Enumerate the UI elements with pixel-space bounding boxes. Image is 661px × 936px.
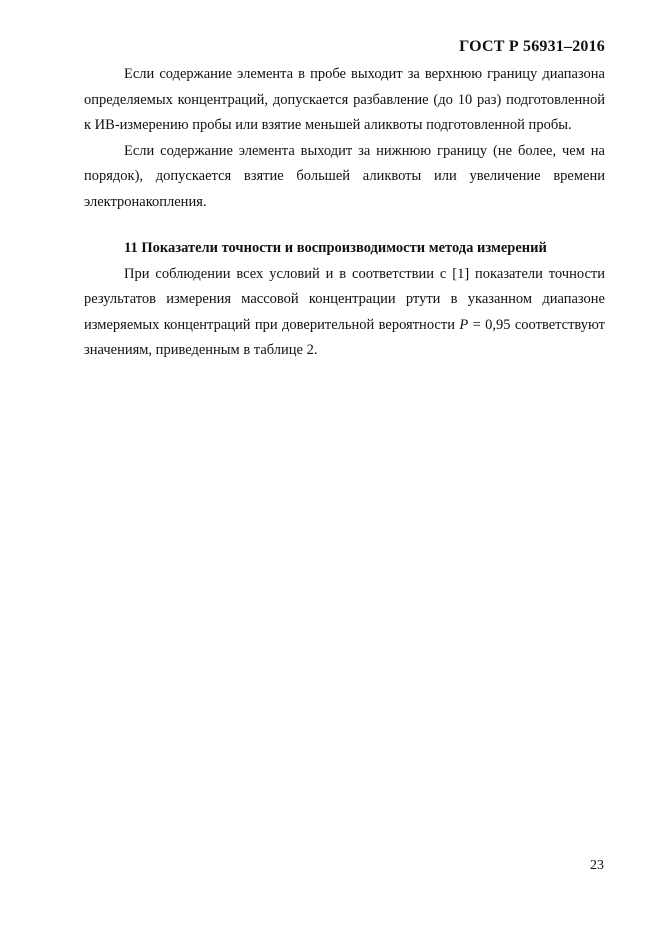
page-number: 23 (590, 858, 604, 873)
accuracy-text-end: = 0,95 соответствуют значениям, приведенным в таблице 2. (84, 316, 606, 358)
section-heading: 11 Показатели точности и воспроизводимости метода измерений (124, 240, 547, 256)
accuracy-text-start: При соблюдении всех условий и в соответствии с [1] показатели точности результатов измерения массовой концентрации ртути в указанном диапазоне измеряемых концентраций при доверительной вероятности (84, 265, 605, 333)
paragraph-dilution: Если содержание элемента в пробе выходит за верхнюю границу диапазона определяемых концентраций, допускается разбавление (до 10 раз) подготовленной к ИВ-измерению пробы или взятие меньшей аликвоты подготовленной пробы. (84, 66, 605, 133)
paragraph-accuracy (84, 262, 605, 364)
paragraph-aliquot: Если содержание элемента выходит за нижнюю границу (не более, чем на порядок), допускается взятие большей аликвоты или увеличение времени электронакопления. (84, 142, 605, 210)
probability-symbol: P (459, 316, 469, 333)
page-body (84, 62, 605, 364)
document-code: ГОСТ Р 56931–2016 (459, 38, 605, 55)
